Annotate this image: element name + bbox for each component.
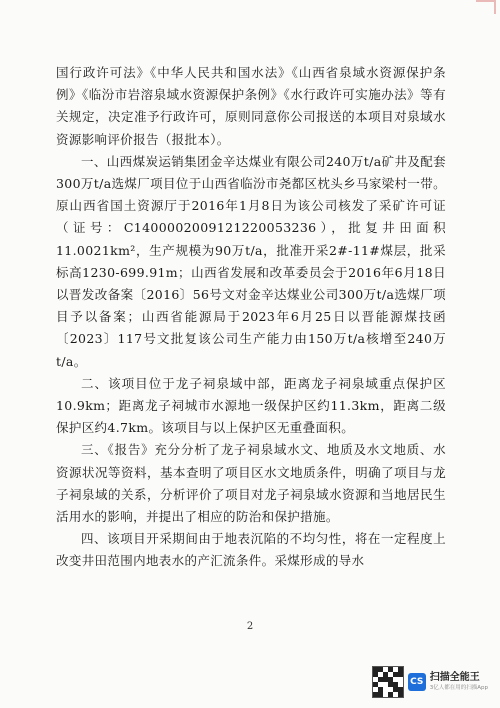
scanner-watermark — [372, 666, 488, 698]
qr-code-icon — [372, 666, 404, 698]
page-number: 2 — [246, 621, 254, 632]
paragraph-project-overview: 一、山西煤炭运销集团金辛达煤业有限公司240万t/a矿井及配套300万t/a选煤厂项目位于山西省临汾市尧都区枕头乡马家梁村一带。原山西省国土资源厅于2016年1月8日为该公司核发了采矿许可证（证号：C1400002009121220053236），批复井田面积11.0021km²，生产规模为90万t/a，批准开采2#-11#煤层，批采标高1230-699.91m；山西省发展和改革委员会于2016年6月18日以晋发改备案〔2016〕56号文对金辛达煤业公司300万t/a选煤厂项目予以备案；山西省能源局于2023年6月25日以晋能源煤技函〔2023〕117号文批复该公司生产能力由150万t/a核增至240万t/a。 — [56, 153, 446, 369]
brand-slogan: 3亿人都在用的扫描App — [429, 685, 488, 691]
corner-stamp-mark — [476, 0, 496, 14]
brand-text — [430, 672, 488, 692]
brand-name: 扫描全能王 — [429, 672, 480, 683]
camscanner-logo-icon: CS — [408, 673, 426, 691]
paragraph-report-analysis: 三、《报告》充分分析了龙子祠泉域水文、地质及水文地质、水资源状况等资料，基本查明了项目区水文地质条件，明确了项目与龙子祠泉域的关系，分析评价了项目对龙子祠泉域水资源和当地居民生活用水的影响，并提出了相应的防治和保护措施。 — [56, 442, 446, 525]
paragraph-protection-zones: 二、该项目位于龙子祠泉域中部，距离龙子祠泉域重点保护区10.9km；距离龙子祠城市水源地一级保护区约11.3km，距离二级保护区约4.7km。该项目与以上保护区无重叠面积。 — [56, 375, 446, 436]
paragraph-continuation: 国行政许可法》《中华人民共和国水法》《山西省泉域水资源保护条例》《临汾市岩溶泉域水资源保护条例》《水行政许可实施办法》等有关规定，决定准予行政许可，原则同意你公司报送的本项目对泉域水资源影响评价报告（报批本）。 — [56, 65, 446, 147]
paragraph-subsidence: 四、该项目开采期间由于地表沉陷的不均匀性，将在一定程度上改变井田范围内地表水的产汇流条件。采煤形成的导水 — [56, 531, 446, 569]
document-body — [56, 62, 446, 573]
